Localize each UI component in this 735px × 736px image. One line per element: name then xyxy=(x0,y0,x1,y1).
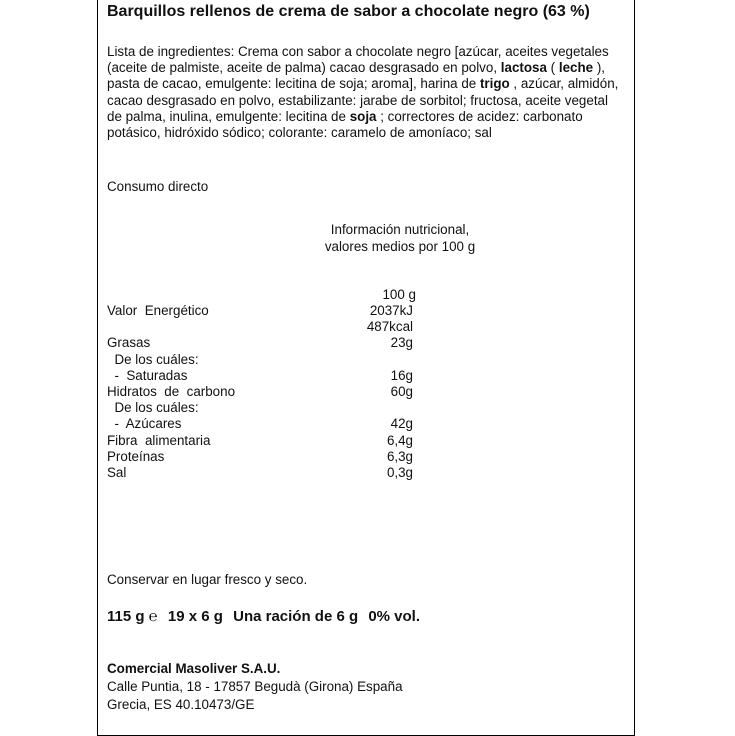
nutrition-row-label: - Saturadas xyxy=(107,367,188,383)
allergen-text: soja xyxy=(349,108,377,124)
ingredient-text: , azúcar, almidón, cacao desgrasado en polvo, estabilizante: jarabe de sorbitol; fructosa, aceite vegetal de palma, inulina, emulgente: lecitina de xyxy=(107,76,619,124)
nutrition-row-label: De los cuáles: xyxy=(107,400,199,416)
nutrition-row-label: Grasas xyxy=(107,335,151,351)
nutrition-row-value: 23g xyxy=(390,335,413,351)
nutrition-row-label: - Azúcares xyxy=(107,416,182,432)
allergen-text: lactosa xyxy=(500,60,547,76)
company-name: Comercial Masoliver S.A.U. xyxy=(107,661,281,676)
product-title: Barquillos rellenos de crema de sabor a chocolate negro (63 %) xyxy=(107,3,590,20)
nutrition-row-value: 16g xyxy=(390,367,413,383)
alcohol-content: 0% vol. xyxy=(368,608,421,625)
nutrition-column-header: 100 g xyxy=(382,287,416,302)
nutrition-row-value: 0,3g xyxy=(386,465,413,480)
allergen-text: leche xyxy=(558,60,594,76)
company-address: Calle Puntia, 18 - 17857 Begudà (Girona) España xyxy=(107,679,403,694)
nutrition-row-label: Valor Energético xyxy=(107,303,209,318)
quantity-line xyxy=(107,608,420,625)
nutrition-row-label: Proteínas xyxy=(107,448,165,464)
nutrition-row-label: Sal xyxy=(107,465,127,480)
nutrition-row-label: Fibra alimentaria xyxy=(107,432,211,448)
storage-note: Conservar en lugar fresco y seco. xyxy=(107,572,308,587)
nutrition-row-label: Hidratos de carbono xyxy=(107,384,236,399)
allergen-text: trigo xyxy=(479,76,510,92)
net-weight: 115 g xyxy=(107,608,145,625)
nutrition-header-line2: valores medios por 100 g xyxy=(324,239,476,254)
ingredients-list xyxy=(107,44,622,141)
consumption-note: Consumo directo xyxy=(107,179,209,194)
nutrition-row-value: 2037kJ xyxy=(369,303,413,318)
ingredient-text: ), pasta de cacao, emulgente: lecitina de soja; aroma], harina de xyxy=(107,60,605,92)
nutrition-row-value: 6,4g xyxy=(386,432,413,448)
nutrition-row-value: 60g xyxy=(390,384,413,399)
ingredient-text: Lista de ingredientes: Crema con sabor a chocolate negro [azúcar, aceites vegetales (aceite de palmiste, aceite de palma) cacao desgrasado en polvo, xyxy=(107,44,609,76)
nutrition-row-value: 487kcal xyxy=(366,319,413,335)
nutrition-row-value: 6,3g xyxy=(386,448,413,464)
estimated-sign-icon: ℮ xyxy=(148,608,158,625)
nutrition-row-value: 42g xyxy=(390,416,413,432)
nutrition-row-label: De los cuáles: xyxy=(107,351,199,367)
portion-size: Una ración de 6 g xyxy=(233,608,359,625)
nutrition-header-line1: Información nutricional, xyxy=(330,222,470,237)
unit-count: 19 x 6 g xyxy=(167,608,223,625)
ingredient-text: ( xyxy=(546,60,559,76)
ingredient-text: ; correctores de acidez: carbonato potásico, hidróxido sódico; colorante: caramelo de amoníaco; sal xyxy=(107,108,583,141)
company-registry: Grecia, ES 40.10473/GE xyxy=(107,697,255,712)
